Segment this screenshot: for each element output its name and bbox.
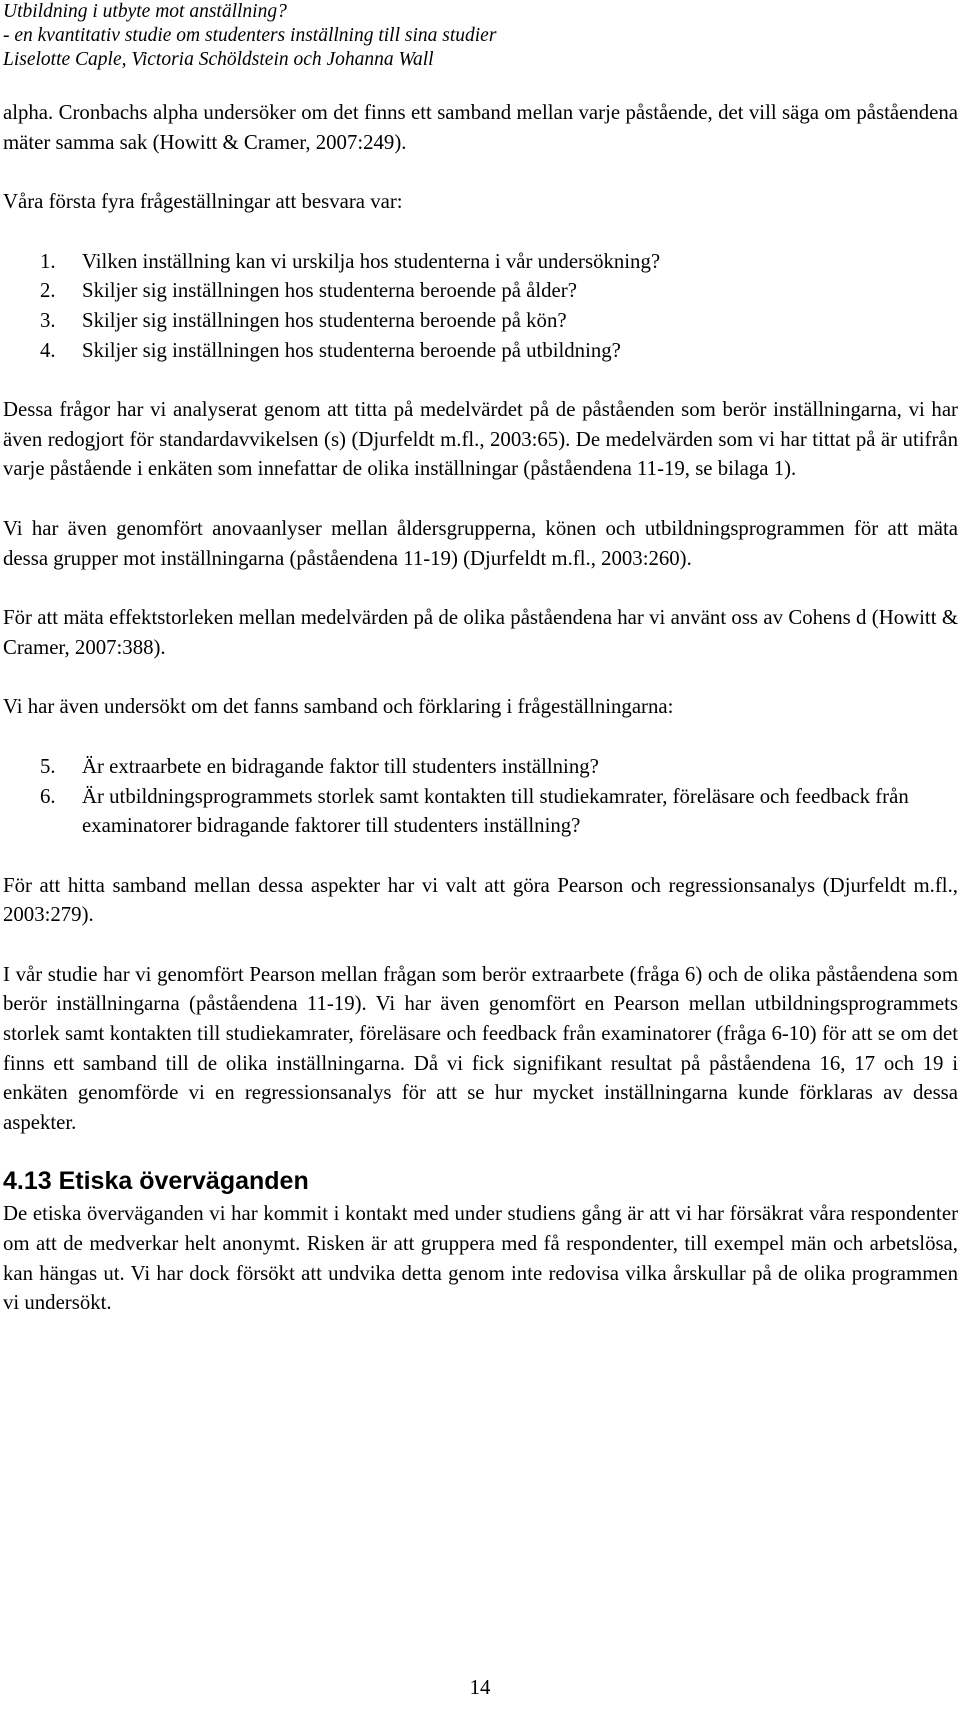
list-item [3,752,958,782]
page-body [3,98,958,1318]
paragraph-questions-intro-2: Vi har även undersökt om det fanns samband och förklaring i frågeställningarna: [3,695,674,719]
list-item [3,247,958,277]
page-number: 14 [469,1676,491,1699]
list-number: 2. [40,279,56,303]
list-number: 6. [40,784,56,808]
list-number: 1. [40,249,56,273]
paragraph-questions-intro: Våra första fyra frågeställningar att besvara var: [3,190,403,214]
list-item [3,336,958,366]
header-title: Utbildning i utbyte mot anställning? [3,1,287,22]
paragraph-pearson-intro: För att hitta samband mellan dessa aspekter har vi valt att göra Pearson och regressionsanalys (Djurfeldt m.fl., 2003:279). [3,873,958,927]
question-list-1 [3,247,958,365]
paragraph-anova: Vi har även genomfört anovaanlyser mellan åldersgrupperna, könen och utbildningsprogrammen för att mäta dessa grupper mot inställningarna (påståendena 11-19) (Djurfeldt m.fl., 2003:260). [3,516,958,570]
list-item [3,276,958,306]
section-heading: 4.13 Etiska överväganden [3,1167,309,1196]
list-text: Vilken inställning kan vi urskilja hos studenterna i vår undersökning? [82,249,661,273]
header-authors: Liselotte Caple, Victoria Schöldstein och Johanna Wall [3,49,434,70]
list-number: 3. [40,308,56,332]
list-text: Är extraarbete en bidragande faktor till studenters inställning? [82,754,599,778]
list-text: Är utbildningsprogrammets storlek samt kontakten till studiekamrater, föreläsare och feedback från examinatorer bidragande faktorer till studenters inställning? [82,784,909,838]
list-number: 4. [40,338,56,362]
list-item [3,782,958,841]
paragraph-ethics: De etiska överväganden vi har kommit i kontakt med under studiens gång är att vi har försäkrat våra respondenter om att de medverkar helt anonymt. Risken är att gruppera med få respondenter, till exempel män och arbetslösa, kan hängas ut. Vi har dock försökt att undvika detta genom inte redovisa vilka årskullar på de olika programmen vi undersökt. [3,1202,958,1315]
list-text: Skiljer sig inställningen hos studenterna beroende på kön? [82,308,567,332]
list-item [3,306,958,336]
paragraph-cohens-d: För att mäta effektstorleken mellan medelvärden på de olika påståendena har vi använt oss av Cohens d (Howitt & Cramer, 2007:388). [3,606,958,659]
list-text: Skiljer sig inställningen hos studenterna beroende på ålder? [82,279,577,303]
paragraph-pearson-study: I vår studie har vi genomfört Pearson mellan frågan som berör extraarbete (fråga 6) och de olika påståendena som berör inställningarna (påståendena 11-19). Vi har även genomfört en Pearson mellan utbildningsprogrammets storlek samt kontakten till studiekamrater, föreläsare och feedback från examinatorer (fråga 6-10) för att se om det finns ett samband till de olika inställningarna. Då vi fick signifikant resultat på påståendena 16, 17 och 19 i enkäten genomförde vi en regressionsanalys för att se hur mycket inställningarna kunde förklaras av dessa aspekter. [3,962,958,1134]
question-list-2 [3,752,958,841]
header-subtitle: - en kvantitativ studie om studenters inställning till sina studier [3,25,497,46]
running-header [3,0,953,72]
list-text: Skiljer sig inställningen hos studenterna beroende på utbildning? [82,338,621,362]
paragraph-analysis: Dessa frågor har vi analyserat genom att titta på medelvärdet på de påståenden som berör inställningarna, vi har även redogjort för standardavvikelsen (s) (Djurfeldt m.fl., 2003:65). De medelvärden som vi har tittat på är utifrån varje påstående i enkäten som innefattar de olika inställningar (påståendena 11-19, se bilaga 1). [3,398,958,481]
paragraph-cronbach: alpha. Cronbachs alpha undersöker om det finns ett samband mellan varje påstående, det vill säga om påståendena mäter samma sak (Howitt & Cramer, 2007:249). [3,101,958,154]
list-number: 5. [40,754,56,778]
